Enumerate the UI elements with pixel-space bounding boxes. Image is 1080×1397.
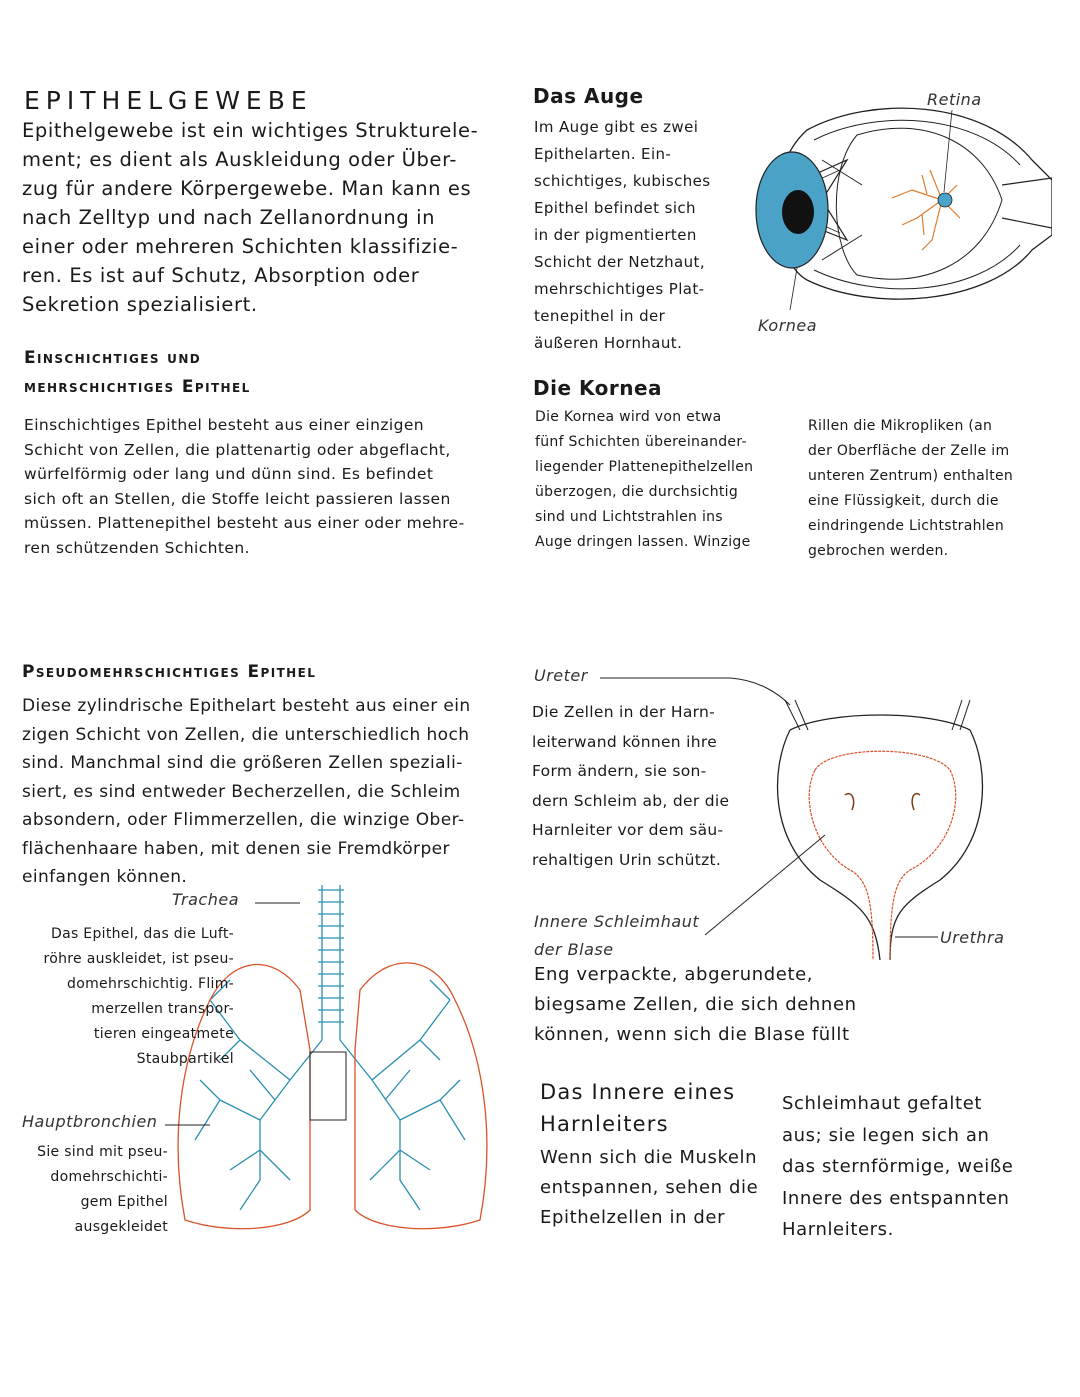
ureter-inner-body-right: Schleimhaut gefaltet aus; sie legen sich an das sternförmige, weiße Innere des entspannten Harnleiters.	[782, 1093, 1014, 1240]
urethra-label: Urethra	[940, 928, 1005, 947]
bronchien-label: Hauptbronchien	[22, 1112, 158, 1131]
kornea-label: Kornea	[758, 316, 818, 335]
section-heading-einschichtig: Einschichtiges und mehrschichtiges Epithel	[24, 348, 251, 397]
inner-lining-note: Eng verpackte, abgerundete, biegsame Zellen, die sich dehnen können, wenn sich die Blase füllt	[534, 964, 857, 1045]
trachea-label: Trachea	[172, 890, 239, 909]
kornea-body-right: Rillen die Mikropliken (an der Oberfläche der Zelle im unteren Zentrum) enthalten eine Flüssigkeit, durch die eindringende Lichtstrahlen gebrochen werden.	[808, 418, 1014, 559]
section-heading-pseudo: Pseudomehrschichtiges Epithel	[22, 662, 317, 682]
ureter-inner-body-left: Wenn sich die Muskeln entspannen, sehen die Epithelzellen in der	[540, 1147, 759, 1228]
section-body-pseudo: Diese zylindrische Epithelart besteht aus einer ein zigen Schicht von Zellen, die unterschiedlich hoch sind. Manchmal sind die größeren Zellen speziali- siert, es sind entweder Becherzellen, die Schleim absondern, oder Flimmerzellen, die winzige Ober- flächenhaare haben, mit denen sie Fremdkörper einfangen können.	[22, 696, 471, 887]
kornea-body-left: Die Kornea wird von etwa fünf Schichten übereinander- liegender Plattenepithelzellen überzogen, die durchsichtig sind und Lichtstrahlen ins Auge dringen lassen. Winzige	[535, 409, 754, 550]
ureter-inner-heading: Das Innere eines Harnleiters	[540, 1080, 736, 1136]
eye-body: Im Auge gibt es zwei Epithelarten. Ein- schichtiges, kubisches Epithel befindet sich in der pigmentierten Schicht der Netzhaut, mehrschichtiges Plat- tenepithel in der äußeren Hornhaut.	[534, 118, 711, 352]
retina-label: Retina	[927, 90, 982, 109]
intro-paragraph: Epithelgewebe ist ein wichtiges Strukturele- ment; es dient als Auskleidung oder Über- zug für andere Körpergewebe. Man kann es nach Zelltyp und nach Zellanordnung in einer oder mehreren Schichten klassifizie- ren. Es ist auf Schutz, Absorption oder Sekretion spezialisiert.	[22, 119, 479, 316]
eye-heading: Das Auge	[533, 84, 644, 108]
bronchien-note: Sie sind mit pseu- domehrschichti- gem Epithel ausgekleidet	[37, 1144, 168, 1235]
kornea-heading: Die Kornea	[533, 376, 663, 400]
ureter-label: Ureter	[534, 666, 588, 685]
ureter-note: Die Zellen in der Harn- leiterwand können ihre Form ändern, sie son- dern Schleim ab, der die Harnleiter vor dem säu- rehaltigen Urin schützt.	[532, 703, 730, 869]
trachea-note: Das Epithel, das die Luft- röhre auskleidet, ist pseu- domehrschichtig. Flim- merzellen transpor- tieren eingeatmete Staubpartikel	[43, 926, 234, 1067]
section-body-einschichtig: Einschichtiges Epithel besteht aus einer einzigen Schicht von Zellen, die plattenartig oder abgeflacht, würfelförmig oder lang und dünn sind. Es befindet sich oft an Stellen, die Stoffe leicht passieren lassen müssen. Plattenepithel besteht aus einer oder mehre- ren schützenden Schichten.	[24, 416, 465, 557]
eye-illustration	[752, 100, 1052, 315]
page-title: EPITHELGEWEBE	[24, 86, 313, 115]
inner-lining-label: Innere Schleimhaut der Blase	[534, 912, 700, 959]
